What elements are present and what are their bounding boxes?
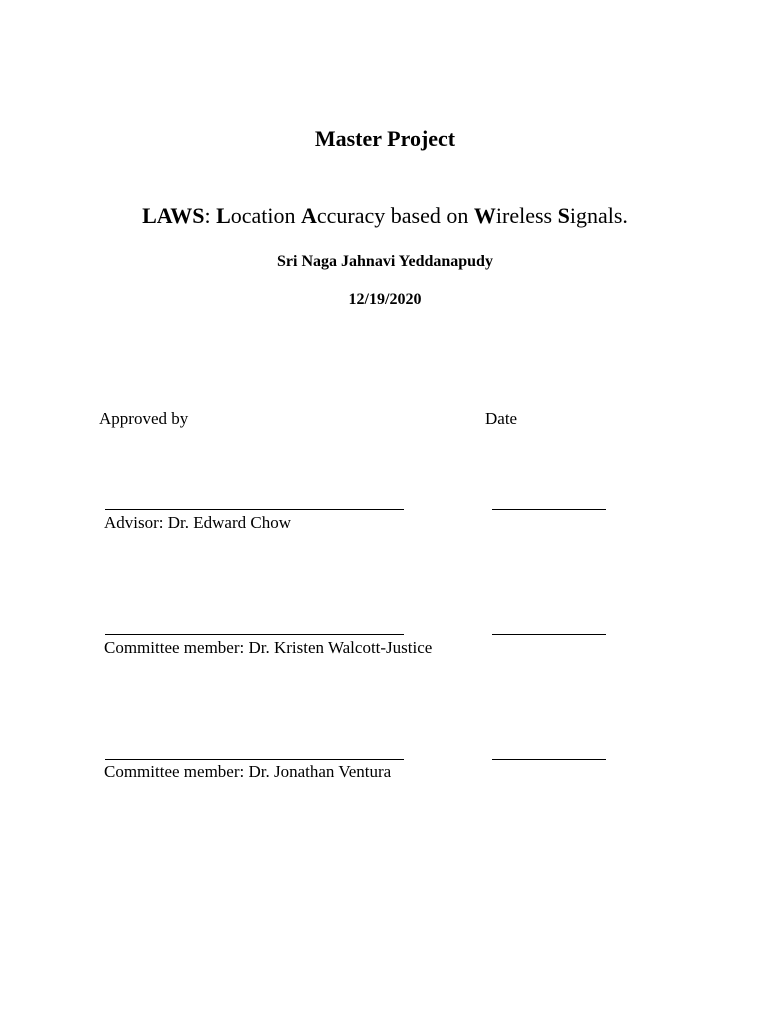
title-part: ignals. — [569, 203, 628, 228]
title-part: S — [557, 203, 570, 228]
document-date: 12/19/2020 — [348, 291, 422, 308]
date-line — [492, 509, 606, 510]
signature-label-committee-member: Committee member: Dr. Kristen Walcott-Justice — [104, 638, 433, 657]
date-line — [492, 759, 606, 760]
signature-label-committee-member: Committee member: Dr. Jonathan Ventura — [104, 762, 392, 781]
signature-line — [105, 634, 404, 635]
title-part: A — [301, 203, 317, 228]
date-column-label: Date — [485, 409, 518, 428]
title-part: ireless — [495, 203, 558, 228]
document-title — [0, 203, 770, 229]
signature-line — [105, 509, 404, 510]
signature-line — [105, 759, 404, 760]
title-part: : — [204, 203, 217, 228]
document-heading: Master Project — [314, 126, 456, 151]
title-part: W — [473, 203, 496, 228]
signature-label-advisor: Advisor: Dr. Edward Chow — [104, 513, 291, 532]
date-line — [492, 634, 606, 635]
title-part: L — [216, 203, 231, 228]
author-name: Sri Naga Jahnavi Yeddanapudy — [277, 253, 493, 270]
title-part: ocation — [230, 203, 302, 228]
title-part: LAWS — [142, 203, 205, 228]
approved-by-label: Approved by — [99, 409, 189, 428]
title-part: ccuracy based on — [316, 203, 474, 228]
